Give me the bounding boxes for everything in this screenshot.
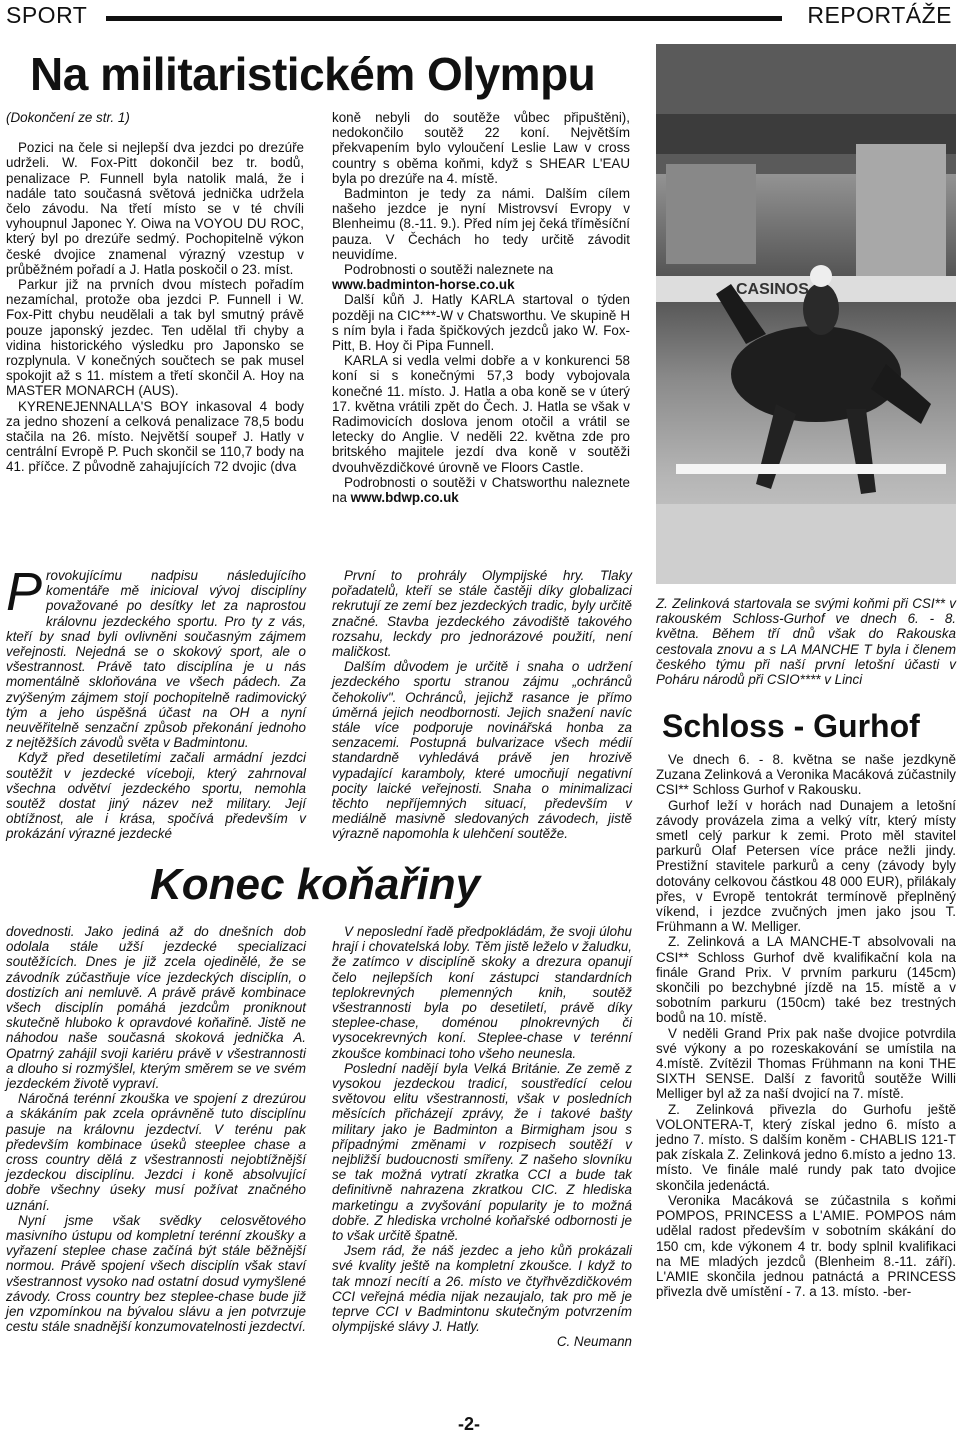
photo-illustration xyxy=(656,44,956,584)
drop-cap: P xyxy=(6,562,43,622)
paragraph xyxy=(6,562,306,751)
paragraph: Další kůň J. Hatly KARLA startoval o týden později na CIC***-W v Chatsworthu. Ve skupině H s ním byla i řada špičkových jezdců jako W. Fox-Pitt, B. Hoy či Pipa Funnell. xyxy=(332,292,630,354)
paragraph: Veronika Macáková se zúčastnila s koňmi POMPOS, PRINCESS a L'AMIE. POMPOS nám udělal radost především v sobotním skákání do 150 cm, kde výkonem 4 tr. body splnil kvalifikaci na ME mladých jezdců (Blenheim 8.-11. září). L'AMIE skončila jednou patnáctá a PRINCESS přivezla dvě umístění - 7. a 13. místo. -ber- xyxy=(656,1192,956,1300)
paragraph-text: rovokujícímu nadpisu následujícího komentáře mě inicioval vývoj disciplíny považované po desítky let za naprostou královnu jezdeckého sportu. Pro ty z vás, kteří by snad byli ovlivněni současným zájmem veřejnosti. Nejedná se o skokový sport, ale o všestrannost. Právě tato disciplína je u nás momentálně skloňována ve všech pádech. Za zvýšeným zájmem stojí pochopitelně radimovický tým a jeho úspěšná účast na OH a nyní neuvěřitelně senzační způsob překonání jednoho z nejtěžších závodů světa v Badmintonu. xyxy=(6,568,306,751)
paragraph xyxy=(332,262,630,292)
paragraph-text: Podrobnosti o soutěži v Chatsworthu naleznete na xyxy=(332,474,630,506)
paragraph: Dalším důvodem je určitě i snaha o udržení jezdeckého sportu stranou zájmu „ochránců čehokoliv". Ochránců, jejichž rasance je přímo úměrná jejich neodbornosti. Jejich snažení navíc stále více podporuje novinářská honba za senzacemi. Postupná bulvarizace všech médií standardně vyhledává právě jen hrozivě vypadající karamboly, které umocňují negativní pocity laické veřejnosti. Snaha o minimalizaci těchto nepříjemných situací, především v mediálně masivně sledovaných závodech, jistě výrazně napomohla k ulehčení soutěže. xyxy=(332,659,632,842)
paragraph: Když před desetiletími začali armádní jezdci soutěžit v jezdecké víceboji, který zahrnoval všechna odvětví jezdeckého sportu, nemohla soutěž dostat jiný název než military. Její obtížnost, ale i krása, spočívá především v prokázání výrazné jezdecké xyxy=(6,750,306,842)
paragraph: koně nebyli do soutěže vůbec připuštěni), nedokončilo soutěž 22 koní. Největším překvapením bylo vyloučení Leslie Law v cross country s oběma koňmi, když s SHEAR L'EAU byla po drezúře na 4. místě. xyxy=(332,110,630,186)
page-number: -2- xyxy=(458,1414,480,1434)
paragraph: V neděli Grand Prix pak naše dvojice potvrdila své výkony a po rozeskakování se umístila na 4.místě. Zvítězil Thomas Frühmann na koni THE SIXTH SENSE. Další z favoritů soutěže Willi Melliger byl až za naší dvojicí na 7. místě. xyxy=(656,1025,956,1102)
paragraph: Nyní jsme však svědky celosvětového masivního ústupu od kompletní terénní zkoušky a vyřazení steplee chase začíná být stále běžnější normou. Právě spojení všech disciplín však staví všestrannost vysoko nad ostatní dosud vymyšlené závody. Cross country bez steplee-chase bude již jen vzpomínkou na bývalou slávu a jen potvrzuje cestu stále snadnější konzumovatelnosti jezdectví. xyxy=(6,1212,306,1335)
schloss-column xyxy=(656,752,956,1299)
paragraph: Jsem rád, že náš jezdec a jeho kůň prokázali své kvality ještě na kompletní zkoušce. I když to tak mnozí necítí a 26. místo ve čtyřhvězdičkovém CCI veřejná média nijak nezaujalo, tak pro mě je teprve CCI v Badmintonu skutečným potvrzením olympijské slávy J. Hatly. xyxy=(332,1243,632,1335)
paragraph: dovednosti. Jako jediná až do dnešních dob odolala stále užší jezdecké specializaci soutěžících. Dnes je již zcela ojedinělé, že se závodník zúčastňuje více jezdeckých disciplín, o dostizích ani nemluvě. A právě právě kombinace všech disciplín pomáhá jezdcům proniknout skutečně hluboko k opravdové koňařině. Jistě ne náhodou naše současná skoková jednička A. Opatrný zahájil svoji kariéru právě v všestrannosti a dlouho si rozmýšlel, kterým směrem se ve svém jezdeckém životě vypraví. xyxy=(6,924,306,1092)
photo-banner-text: CASINOS xyxy=(736,281,809,298)
bdwp-url-link[interactable]: www.bdwp.co.uk xyxy=(350,490,459,506)
paragraph: První to prohrály Olympijské hry. Tlaky pořadatelů, kteří se stále častěji díky globalizaci rekrutují ze zemí bez jezdeckých tradic, byly určitě značné. Stavba jezdeckého závodiště takového rozsahu, leckdy pro jednorázové použití, není maličkost. xyxy=(332,568,632,660)
badminton-url-link[interactable]: www.badminton-horse.co.uk xyxy=(332,277,515,293)
konec-column-a-top xyxy=(6,562,306,842)
continuation-note: (Dokončení ze str. 1) xyxy=(6,110,130,125)
konec-column-b-bottom xyxy=(332,924,632,1350)
jumping-horse-photo xyxy=(656,44,956,584)
paragraph: Náročná terénní zkouška ve spojení z drezúrou a skákáním pak zcela oprávněně tuto disciplínu pasuje na královnu jezdectví. V terénu pak především kombinace úseků steeplee chase a cross country dělá z všestrannosti nejobtížnější jezdeckou disciplínu. Jezdci i koně absolvující dobře všechny úseky musí požívat značného uznání. xyxy=(6,1091,306,1213)
konec-column-a-bottom xyxy=(6,924,306,1334)
article-column-1 xyxy=(6,110,304,475)
paragraph: Poslední nadějí byla Velká Británie. Ze země z vysokou jezdeckou tradicí, soustředící celou světovou elitu všestrannosti, však v posledních měsících přicházejí zprávy, že i takové bašty military jako je Badminton a Birmigham jsou s případnými změnami v rozpisech soutěží v nejbližší budoucnosti smířeny. Z našeho slovníku se tak možná vytratí zkratka CCI a bude tak definitivně nahrazena zkratkou CIC. Z hlediska marketingu a zvyšování popularity je to možná dobře. Z hlediska vrcholné koňařské odbornosti je to však určitě špatně. xyxy=(332,1060,632,1244)
author-signature: C. Neumann xyxy=(556,1334,632,1350)
header-rule xyxy=(106,16,782,21)
section-label-sport: SPORT xyxy=(6,2,88,28)
konec-column-b-top xyxy=(332,568,632,842)
article-title: Na militaristickém Olympu xyxy=(30,48,596,100)
paragraph: KARLA si vedla velmi dobře a v konkurenci 58 koní si s konečnými 57,3 body vybojovala konečné 11. místo. J. Hatla a oba koně se v úterý 17. května vrátili zpět do Čech. J. Hatla se však v Radimovicích doslova jenom otočil a vrátil se letecky do Anglie. V neděli 22. května zde pro britského majitele jezdí dva koně v soutěži dvouhvězdičkové úrovně ve Floors Castle. xyxy=(332,353,630,475)
paragraph: Pozici na čele si nejlepší dva jezdci po drezúře udrželi. W. Fox-Pitt dokončil bez tr. bodů, penalizace P. Funnell byla natolik malá, že i nadále tato současná světová jednička udržela čelo závodu. Na třetí místo se v té chvíli vyhoupnul Japonec Y. Oiwa na VOYOU DU ROC, který byl po drezúře sedmý. Pochopitelně výkon české dvojice znamenal výrazný vzestup v průběžném pořadí a J. Hatla poskočil o 23. míst. xyxy=(6,140,304,277)
paragraph: Ve dnech 6. - 8. května se naše jezdkyně Zuzana Zelinková a Veronika Macáková zúčastnily CSI** Schloss Gurhof v Rakousku. xyxy=(656,752,956,798)
schloss-gurhof-heading: Schloss - Gurhof xyxy=(662,708,920,744)
paragraph: Badminton je tedy za námi. Dalším cílem našeho jezdce je nyní Mistrovsví Evropy v Blenheimu (8.-11. 9.). Před ním jej čeká tříměsíční pauza. V Čechách ho tedy určitě závodit neuvidíme. xyxy=(332,186,630,262)
paragraph: Z. Zelinková a LA MANCHE-T absolvovali na CSI** Schloss Gurhof dvě kvalifikační kola na finále Grand Prix. V prvním parkuru (145cm) skončili po bezchybné jízdě na 15. místě a v sobotním parkuru (150cm) také bez trestných bodů na 10. místě. xyxy=(656,934,956,1026)
paragraph: Gurhof leží v horách nad Dunajem a letošní závody provázela zima a velký vítr, který místy smetl celý parkur k zemi. Proto měl stavitel parkurů Olaf Petersen více práce nežli jindy. Prestižní stavitele parkurů a ceny (závody byly dotovány celkovou částkou 48 000 EUR), přilákaly přes, v Evropě tentokrát termínově přeplněný víkend, i jezdce zvučných jmen jako jsou T. Frühmann a W. Melliger. xyxy=(656,797,956,935)
konec-konarinny-heading: Konec koňařiny xyxy=(150,860,481,909)
paragraph: Z. Zelinková přivezla do Gurhofu ještě VOLONTERA-T, který získal jedno 6. místo a jedno 7. místo. S dalším koněm - CHABLIS 121-T pak získala Z. Zelinková jedno 6.místo a jedno 13. místo. Ve finále malé rundy pak tato dvojice skončila jedenáctá. xyxy=(656,1101,956,1193)
paragraph: V neposlední řadě předpokládám, že svoji úlohu hrají i chovatelská loby. Těm jistě leželo v žaludku, že zatímco v disciplíně skoky a drezura opanují čelo nejlepších koní zástupci standardních teplokrevných plemenných knih, soutěž všestrannosti byla po desetiletí, právě díky steplee-chase, doménou plnokrevných či vysocekrevných koní. Steplee-chase v terénní zkoušce kombinaci toho všeho neunesla. xyxy=(332,924,632,1061)
section-label-reportaze: REPORTÁŽE xyxy=(807,2,952,28)
article-column-2 xyxy=(332,110,630,505)
paragraph xyxy=(332,475,630,505)
paragraph: KYRENEJENNALLA'S BOY inkasoval 4 body za jedno shození a celková penalizace 78,5 bodu stačila na 26. místo. Největší soupeř J. Hatly v centrální Evropě P. Puch skončil se 110,7 body na 41. příčce. Z původně zahajujících 72 dvojic (dva xyxy=(6,398,304,475)
paragraph: Parkur již na prvních dvou místech pořadím nezamíchal, protože oba jezdci P. Funnell i W. Fox-Pitt chybu neudělali a tak byl smutný právě pouze japonský jezdec. Ten udělal tři chyby a vidina historického výsledku pro Japonsko se rozplynula. V konečných součtech se pak musel spokojit až s 11. místem a třetí skončil A. Hoy na MASTER MONARCH (AUS). xyxy=(6,277,304,399)
photo-caption: Z. Zelinková startovala se svými koňmi při CSI** v rakouském Schloss-Gurhof ve dnech 6. - 8. května. Během tří dnů však do Rakouska cestovala znovu a s LA MANCHE T byla i členem českého týmu při naší první letošní účasti v Poháru národů při CSIO**** v Linci xyxy=(656,596,956,688)
paragraph-text: Podrobnosti o soutěži naleznete na xyxy=(344,262,554,278)
